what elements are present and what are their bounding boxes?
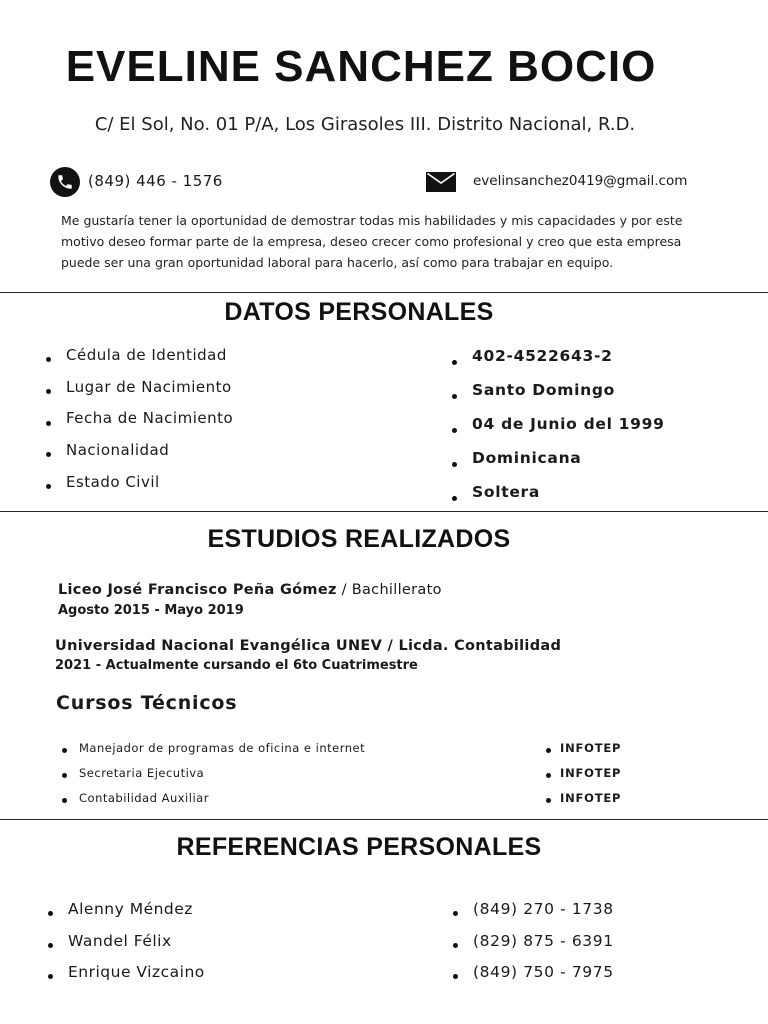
list-item: INFOTEP bbox=[546, 763, 621, 788]
phone-glyph-icon bbox=[56, 173, 74, 191]
list-item: Lugar de Nacimiento bbox=[46, 376, 233, 408]
study-2-title: Universidad Nacional Evangélica UNEV / Licda. Contabilidad bbox=[55, 638, 562, 654]
personal-data-labels bbox=[46, 344, 233, 502]
list-item: INFOTEP bbox=[546, 738, 621, 763]
list-item: 04 de Junio del 1999 bbox=[452, 413, 665, 447]
phone-number: (849) 446 - 1576 bbox=[88, 172, 223, 190]
list-item: Wandel Félix bbox=[48, 930, 205, 962]
envelope-icon bbox=[426, 172, 456, 192]
list-item: Contabilidad Auxiliar bbox=[62, 788, 365, 813]
list-item: Manejador de programas de oficina e internet bbox=[62, 738, 365, 763]
cursos-list bbox=[62, 738, 365, 813]
list-item: Cédula de Identidad bbox=[46, 344, 233, 376]
study-2-dates: 2021 - Actualmente cursando el 6to Cuatrimestre bbox=[55, 658, 418, 673]
address: C/ El Sol, No. 01 P/A, Los Girasoles III. Distrito Nacional, R.D. bbox=[94, 114, 636, 135]
list-item: (829) 875 - 6391 bbox=[453, 930, 614, 962]
list-item: Dominicana bbox=[452, 447, 665, 481]
divider bbox=[0, 511, 768, 512]
study-institution: Liceo José Francisco Peña Gómez bbox=[58, 582, 337, 598]
study-degree: Bachillerato bbox=[351, 582, 442, 598]
reference-phones bbox=[453, 898, 614, 993]
email-link[interactable]: evelinsanchez0419@gmail.com bbox=[473, 173, 688, 189]
list-item: INFOTEP bbox=[546, 788, 621, 813]
cursos-institution-list bbox=[546, 738, 621, 813]
study-separator: / bbox=[336, 582, 352, 598]
list-item: Estado Civil bbox=[46, 471, 233, 503]
section-title-datos: DATOS PERSONALES bbox=[224, 298, 494, 326]
list-item: Fecha de Nacimiento bbox=[46, 407, 233, 439]
section-title-estudios: ESTUDIOS REALIZADOS bbox=[207, 525, 511, 553]
cursos-title: Cursos Técnicos bbox=[56, 692, 238, 714]
divider bbox=[0, 292, 768, 293]
list-item: (849) 750 - 7975 bbox=[453, 961, 614, 993]
reference-names bbox=[48, 898, 205, 993]
list-item: Soltera bbox=[452, 481, 665, 515]
list-item: 402-4522643-2 bbox=[452, 345, 665, 379]
phone-icon bbox=[50, 167, 80, 197]
study-1-title bbox=[58, 582, 442, 598]
divider bbox=[0, 819, 768, 820]
personal-data-values bbox=[452, 345, 665, 515]
candidate-name: EVELINE SANCHEZ BOCIO bbox=[65, 42, 657, 91]
list-item: Secretaria Ejecutiva bbox=[62, 763, 365, 788]
summary-paragraph: Me gustaría tener la oportunidad de demostrar todas mis habilidades y mis capacidades y por este motivo deseo formar parte de la empresa, deseo crecer como profesional y creo que esta empresa puede ser una gran oportunidad laboral para hacerlo, así como para trabajar en equipo. bbox=[61, 213, 683, 270]
list-item: Nacionalidad bbox=[46, 439, 233, 471]
list-item: Alenny Méndez bbox=[48, 898, 205, 930]
list-item: (849) 270 - 1738 bbox=[453, 898, 614, 930]
study-1-dates: Agosto 2015 - Mayo 2019 bbox=[58, 603, 244, 618]
list-item: Enrique Vizcaino bbox=[48, 961, 205, 993]
list-item: Santo Domingo bbox=[452, 379, 665, 413]
section-title-referencias: REFERENCIAS PERSONALES bbox=[176, 833, 542, 861]
